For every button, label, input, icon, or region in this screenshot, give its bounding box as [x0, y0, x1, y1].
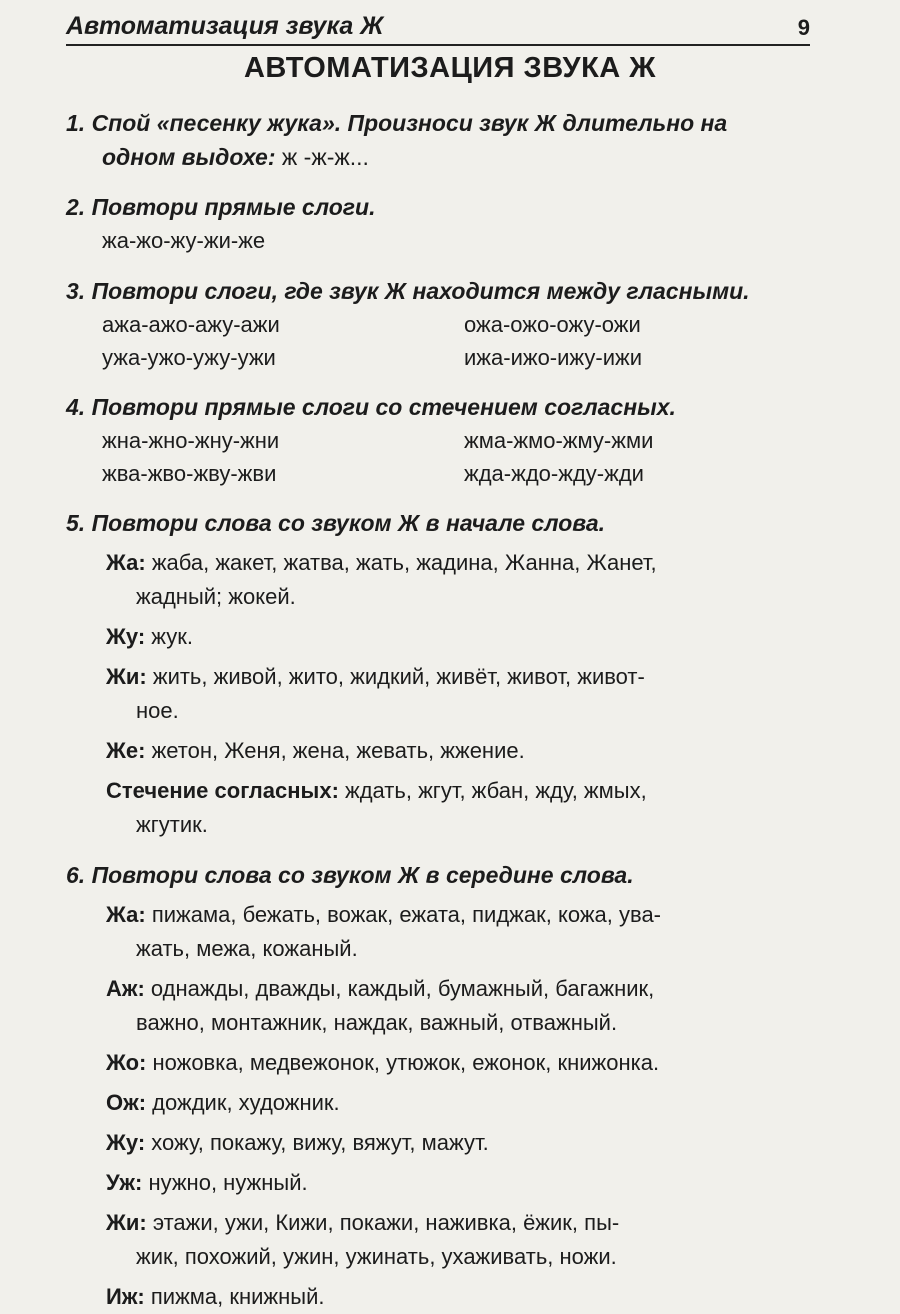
group-words: хожу, покажу, вижу, вяжут, мажут. — [145, 1130, 489, 1155]
word-group — [66, 620, 816, 654]
group-words: ждать, жгут, жбан, жду, жмых, — [338, 778, 647, 803]
group-words-cont: важно, монтажник, наждак, важный, отважный. — [136, 1010, 618, 1035]
syllable-row: жма-жмо-жму-жми — [464, 428, 654, 453]
group-label: Жа: — [106, 550, 146, 575]
task-5-heading: 5. Повтори слова со звуком Ж в начале слова. — [66, 510, 606, 536]
group-words: нужно, нужный. — [142, 1170, 308, 1195]
task-1 — [66, 106, 816, 174]
task-2-heading: 2. Повтори прямые слоги. — [66, 194, 376, 220]
word-group — [66, 1206, 816, 1274]
word-group — [66, 774, 816, 842]
task-1-line-2-bold: одном выдохе: — [102, 144, 276, 170]
group-label: Аж: — [106, 976, 145, 1001]
exercise-list — [66, 106, 816, 1314]
word-group — [66, 1166, 816, 1200]
group-words-cont: жать, межа, кожаный. — [136, 936, 358, 961]
group-label: Уж: — [106, 1170, 143, 1195]
task-1-sound: ж -ж-ж... — [275, 144, 369, 170]
task-1-line-1: 1. Спой «песенку жука». Произноси звук Ж длительно на — [66, 110, 728, 136]
syllable-row: ужа-ужо-ужу-ужи — [102, 345, 276, 370]
group-words-cont: ное. — [136, 698, 179, 723]
group-words: этажи, ужи, Кижи, покажи, наживка, ёжик, пы- — [146, 1210, 620, 1235]
syllable-row: ижа-ижо-ижу-ижи — [464, 345, 643, 370]
syllable-row: жна-жно-жну-жни — [102, 428, 280, 453]
group-words-cont: жик, похожий, ужин, ужинать, ухаживать, ножи. — [136, 1244, 617, 1269]
page-number: 9 — [797, 15, 810, 40]
group-label: Жи: — [106, 664, 147, 689]
group-words: жить, живой, жито, жидкий, живёт, живот, живот- — [146, 664, 645, 689]
group-words-cont: жгутик. — [136, 812, 208, 837]
task-6-heading: 6. Повтори слова со звуком Ж в середине слова. — [66, 862, 634, 888]
page-title: АВТОМАТИЗАЦИЯ ЗВУКА Ж — [243, 52, 657, 84]
group-label: Жу: — [106, 624, 146, 649]
group-label: Жу: — [106, 1130, 146, 1155]
group-words: ножовка, медвежонок, утюжок, ежонок, книжонка. — [146, 1050, 660, 1075]
group-words: жук. — [145, 624, 193, 649]
group-label: Ож: — [106, 1090, 147, 1115]
task-3-syllables — [66, 308, 816, 374]
group-words: пижама, бежать, вожак, ежата, пиджак, кожа, ува- — [145, 902, 661, 927]
word-group — [66, 1126, 816, 1160]
group-label: Стечение согласных: — [106, 778, 339, 803]
word-group — [66, 660, 816, 728]
group-words: дождик, художник. — [146, 1090, 340, 1115]
running-header — [66, 6, 810, 46]
word-group — [66, 972, 816, 1040]
group-label: Же: — [106, 738, 146, 763]
group-words: однажды, дважды, каждый, бумажный, багажник, — [144, 976, 655, 1001]
syllable-row: ожа-ожо-ожу-ожи — [464, 312, 641, 337]
word-group — [66, 898, 816, 966]
group-label: Жа: — [106, 902, 146, 927]
group-words-cont: жадный; жокей. — [136, 584, 296, 609]
group-label: Жи: — [106, 1210, 147, 1235]
running-title: Автоматизация звука Ж — [66, 12, 384, 40]
word-group — [66, 1280, 816, 1314]
task-4-syllables — [66, 424, 816, 490]
syllable-row: жва-жво-жву-жви — [102, 461, 277, 486]
word-group — [66, 546, 816, 614]
task-2-syllables: жа-жо-жу-жи-же — [102, 228, 266, 253]
task-3-heading: 3. Повтори слоги, где звук Ж находится между гласными. — [66, 278, 750, 304]
task-4-heading: 4. Повтори прямые слоги со стечением согласных. — [66, 394, 676, 420]
syllable-row: жда-ждо-жду-жди — [464, 461, 644, 486]
group-words: пижма, книжный. — [144, 1284, 325, 1309]
group-label: Жо: — [106, 1050, 147, 1075]
group-label: Иж: — [106, 1284, 145, 1309]
word-group — [66, 734, 816, 768]
task-1-line-2 — [66, 140, 816, 174]
word-group — [66, 1086, 816, 1120]
group-words: жетон, Женя, жена, жевать, жжение. — [145, 738, 525, 763]
group-words: жаба, жакет, жатва, жать, жадина, Жанна, Жанет, — [145, 550, 657, 575]
word-group — [66, 1046, 816, 1080]
syllable-row: ажа-ажо-ажу-ажи — [102, 312, 280, 337]
